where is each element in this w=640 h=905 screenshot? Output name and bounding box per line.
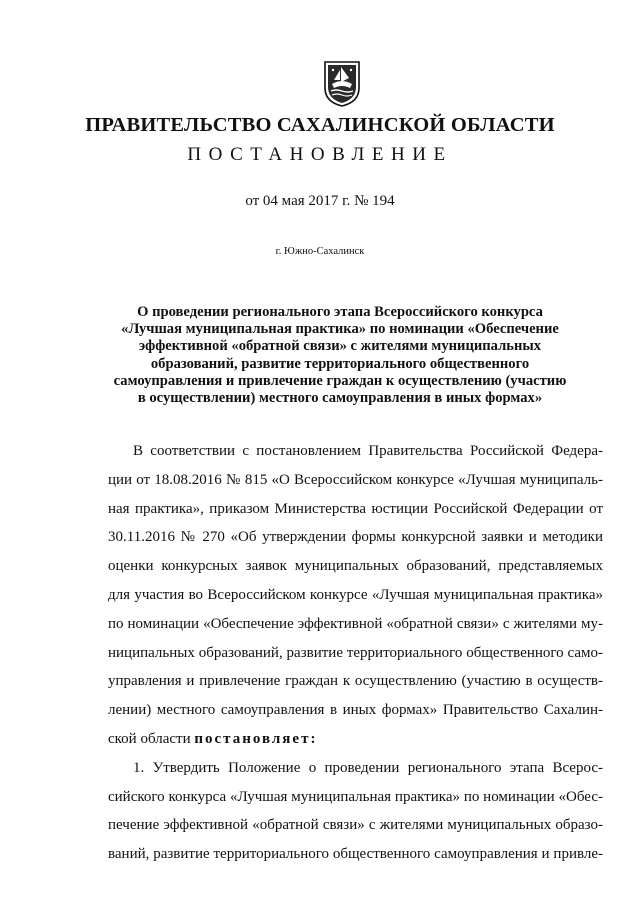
decree-prefix: ской области bbox=[108, 730, 195, 747]
body-line: В соответствии с постановлением Правительства Российской Федера- bbox=[133, 443, 603, 459]
subject-line: самоуправления и привлечение граждан к осуществлению (участию bbox=[113, 372, 567, 389]
document-subject bbox=[100, 304, 580, 407]
item-line: ваний, развитие территориального общественного самоуправления и привле- bbox=[108, 846, 603, 863]
document-body bbox=[108, 437, 603, 869]
body-line: 30.11.2016 № 270 «Об утверждении формы конкурсной заявки и методики bbox=[108, 529, 603, 546]
sakhalin-coat-of-arms-icon bbox=[322, 58, 362, 108]
body-line: по номинации «Обеспечение эффективной «обратной связи» с жителями му- bbox=[108, 615, 603, 632]
body-line: для участия во Всероссийском конкурсе «Лучшая муниципальная практика» bbox=[108, 586, 603, 603]
body-line: ции от 18.08.2016 № 815 «О Всероссийском конкурсе «Лучшая муниципаль- bbox=[108, 471, 603, 488]
date-and-number: от 04 мая 2017 г. № 194 bbox=[245, 193, 395, 209]
subject-line: эффективной «обратной связи» с жителями муниципальных bbox=[138, 338, 542, 355]
body-line: управления и привлечение граждан к осуществлению (участию в осуществ- bbox=[108, 673, 603, 690]
subject-line: О проведении регионального этапа Всероссийского конкурса bbox=[137, 304, 543, 320]
body-line: лении) местного самоуправления в иных формах» Правительство Сахалин- bbox=[108, 702, 603, 719]
body-line: ная практика», приказом Министерства юстиции Российской Федерации от bbox=[108, 500, 603, 517]
body-line: оценки конкурсных заявок муниципальных образований, представляемых bbox=[108, 558, 603, 575]
document-type: ПОСТАНОВЛЕНИЕ bbox=[187, 144, 453, 165]
decree-line bbox=[108, 725, 603, 754]
subject-line: «Лучшая муниципальная практика» по номинации «Обеспечение bbox=[121, 321, 559, 338]
item-line: сийского конкурса «Лучшая муниципальная практика» по номинации «Обес- bbox=[108, 788, 603, 805]
subject-line: образований, развитие территориального общественного bbox=[150, 355, 530, 372]
subject-line: в осуществлении) местного самоуправления в иных формах» bbox=[137, 390, 543, 407]
body-line: ниципальных образований, развитие территориального общественного само- bbox=[108, 644, 603, 661]
decree-word: постановляет: bbox=[194, 730, 318, 747]
item-line: 1. Утвердить Положение о проведении регионального этапа Всерос- bbox=[133, 759, 603, 776]
city: г. Южно-Сахалинск bbox=[275, 246, 365, 257]
government-title: ПРАВИТЕЛЬСТВО САХАЛИНСКОЙ ОБЛАСТИ bbox=[85, 114, 555, 136]
item-line: печение эффективной «обратной связи» с жителями муниципальных образо- bbox=[108, 817, 603, 834]
